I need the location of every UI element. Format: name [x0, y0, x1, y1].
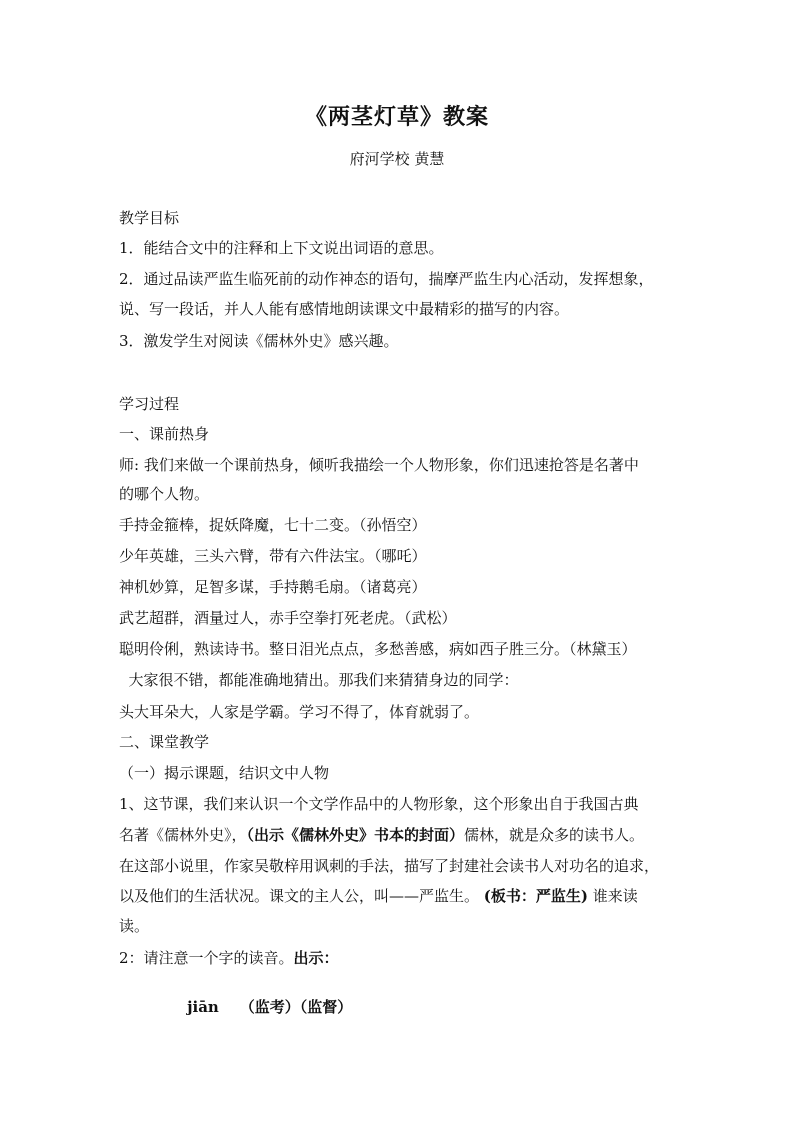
paragraph-line: 3．激发学生对阅读《儒林外史》感兴趣。 — [119, 332, 399, 350]
paragraph-line — [119, 825, 689, 845]
subsection-heading: （一）揭示课题，结识文中人物 — [119, 764, 330, 782]
section-heading-process: 学习过程 — [119, 395, 180, 413]
pinyin-line — [168, 977, 738, 1037]
section-heading-classroom: 二、课堂教学 — [119, 733, 210, 751]
paragraph-line: 读。 — [119, 917, 150, 935]
text-run: 2：请注意一个字的读音。 — [119, 949, 294, 967]
bold-text-run: （出示《儒林外史》书本的封面） — [246, 826, 465, 844]
paragraph-line: 手持金箍棒，捉妖降魔，七十二变。（孙悟空） — [119, 516, 427, 534]
paragraph-line: 神机妙算，足智多谋，手持鹅毛扇。（诸葛亮） — [119, 578, 427, 596]
paragraph-line: 1．能结合文中的注释和上下文说出词语的意思。 — [119, 239, 444, 257]
paragraph-line: 说、写一段话，并人人能有感情地朗读课文中最精彩的描写的内容。 — [119, 300, 570, 318]
text-run: 名著《儒林外史》， — [119, 826, 247, 844]
paragraph-line: 2．通过品读严监生临死前的动作神态的语句，揣摩严监生内心活动，发挥想象， — [119, 270, 654, 288]
paragraph-line: 1、这节课，我们来认识一个文学作品中的人物形象，这个形象出自于我国古典 — [119, 795, 639, 813]
bold-text-run: jiān （监考）（监督） — [187, 998, 353, 1016]
paragraph-line: 武艺超群，酒量过人，赤手空拳打死老虎。（武松） — [119, 609, 457, 627]
section-heading-warmup: 一、课前热身 — [119, 425, 210, 443]
document-author: 府河学校 黄慧 — [349, 150, 445, 168]
paragraph-line — [119, 886, 689, 906]
paragraph-line: 大家很不错，都能准确地猜出。那我们来猜猜身边的同学： — [119, 671, 519, 689]
paragraph-line: 少年英雄，三头六臂，带有六件法宝。（哪吒） — [119, 547, 427, 565]
text-run: 儒林，就是众多的读书人。 — [464, 826, 645, 844]
section-heading-goals: 教学目标 — [119, 209, 180, 227]
paragraph-line: 师: 我们来做一个课前热身，倾听我描绘一个人物形象，你们迅速抢答是名著中 — [119, 456, 639, 474]
text-run: 以及他们的生活状况。课文的主人公，叫——严监生。 — [119, 887, 484, 905]
paragraph-line: 在这部小说里，作家吴敬梓用讽刺的手法，描写了封建社会读书人对功名的追求， — [119, 857, 660, 875]
paragraph-line: 聪明伶俐，熟读诗书。整日泪光点点，多愁善感，病如西子胜三分。（林黛玉） — [119, 640, 637, 658]
bold-text-run: (板书：严监生) — [483, 887, 588, 905]
paragraph-line: 头大耳朵大，人家是学霸。学习不得了，体育就弱了。 — [119, 703, 480, 721]
document-title: 《两茎灯草》教案 — [304, 104, 489, 130]
bold-text-run: 出示： — [293, 949, 339, 967]
paragraph-line: 的哪个人物。 — [119, 485, 210, 503]
paragraph-line — [119, 948, 689, 968]
text-run: 谁来读 — [587, 887, 638, 905]
